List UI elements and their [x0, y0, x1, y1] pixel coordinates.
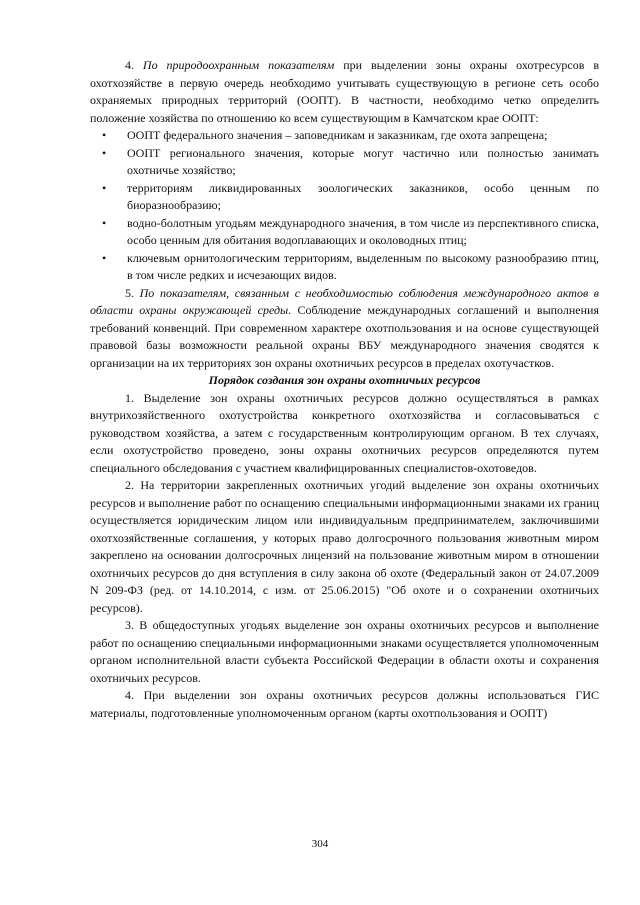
bullet-list — [90, 127, 599, 285]
section-paragraph-3: 3. В общедоступных угодьях выделение зон охраны охотничьих ресурсов и выполнение работ по оснащению специальными информационными знаками осуществляется уполномоченным органом исполнительной власти субъекта Российской Федерации в области охоты и сохранения охотничьих ресурсов. — [90, 618, 599, 685]
section-paragraph-4: 4. При выделении зон охраны охотничьих ресурсов должны использоваться ГИС материалы, подготовленные уполномоченным органом (карты охотпользования и ООПТ) — [90, 688, 599, 720]
paragraph-5-international — [90, 285, 599, 373]
list-item — [90, 127, 599, 145]
emphasis-text: По природоохранным показателям — [142, 58, 335, 72]
list-item-text: водно-болотным угодьям международного значения, в том числе из перспективного списка, особо ценным для обитания водоплавающих и околоводных птиц; — [127, 215, 599, 247]
list-item — [90, 180, 599, 215]
emphasis-text: По показателям, связанным с необходимостью соблюдения международного актов в области охраны окружающей среды — [90, 285, 599, 317]
list-item-text: ООПТ федерального значения – заповедникам и заказникам, где охота запрещена; — [127, 128, 548, 142]
list-item-text: территориям ликвидированных зоологических заказников, особо ценным по биоразнообразию; — [127, 180, 599, 212]
paragraph-number: 4. — [125, 58, 143, 72]
section-paragraph-1: 1. Выделение зон охраны охотничьих ресурсов должно осуществляться в рамках внутрихозяйственного охотустройства конкретного охотхозяйства и согласовываться с руководством хозяйства, а затем с государственным контролирующим органом. В тех случаях, если охотустройство проведено, зоны охраны охотничьих ресурсов определяются путем специального обследования с участием квалифицированных специалистов-охотоведов. — [90, 390, 599, 475]
bullet-icon: • — [102, 145, 107, 160]
bullet-icon: • — [102, 180, 107, 195]
page-content — [90, 57, 599, 722]
paragraph-4-environmental — [90, 57, 599, 127]
paragraph-text: . Соблюдение международных соглашений и выполнения требований конвенций. При современном характере охотпользования и на основе существующей правовой базы возможности реальной охраны ВБУ международного значения сводятся к организации на их территориях зон охраны охотничьих ресурсов в пределах охотучастков. — [90, 303, 599, 370]
bullet-icon: • — [102, 215, 107, 230]
section-paragraph-2: 2. На территории закрепленных охотничьих угодий выделение зон охраны охотничьих ресурсов и выполнение работ по оснащению специальными информационными знаками их границ осуществляется юридическим лицом или индивидуальным предпринимателем, заключившими охотхозяйственные соглашения, у которых право долгосрочного пользования животным миром закреплено на основании долгосрочных лицензий на пользование животным миром в отношении охотничьих ресурсов до дня вступления в силу закона об охоте (Федеральный закон от 24.07.2009 N 209-ФЗ (ред. от 14.10.2014, с изм. от 25.06.2015) "Об охоте и о сохранении охотничьих ресурсов). — [90, 478, 599, 615]
section-heading: Порядок создания зон охраны охотничьих ресурсов — [208, 373, 481, 387]
list-item-text: ООПТ регионального значения, которые могут частично или полностью занимать охотничье хозяйство; — [127, 145, 599, 177]
paragraph-text: при выделении зоны охраны охотресурсов в охотхозяйстве в первую очередь необходимо учитывать существующую в регионе сеть особо охраняемых природных территорий (ООПТ). В частности, необходимо четко определить положение хозяйства по отношению ко всем существующим в Камчатском крае ООПТ: — [90, 58, 599, 125]
paragraph-number: 5. — [125, 285, 140, 300]
list-item — [90, 250, 599, 285]
page-number: 304 — [311, 838, 329, 850]
list-item — [90, 215, 599, 250]
bullet-icon: • — [102, 128, 107, 142]
list-item-text: ключевым орнитологическим территориям, выделенным по высокому разнообразию птиц, в том числе редких и исчезающих видов. — [127, 250, 599, 282]
bullet-icon: • — [102, 250, 107, 265]
list-item — [90, 145, 599, 180]
